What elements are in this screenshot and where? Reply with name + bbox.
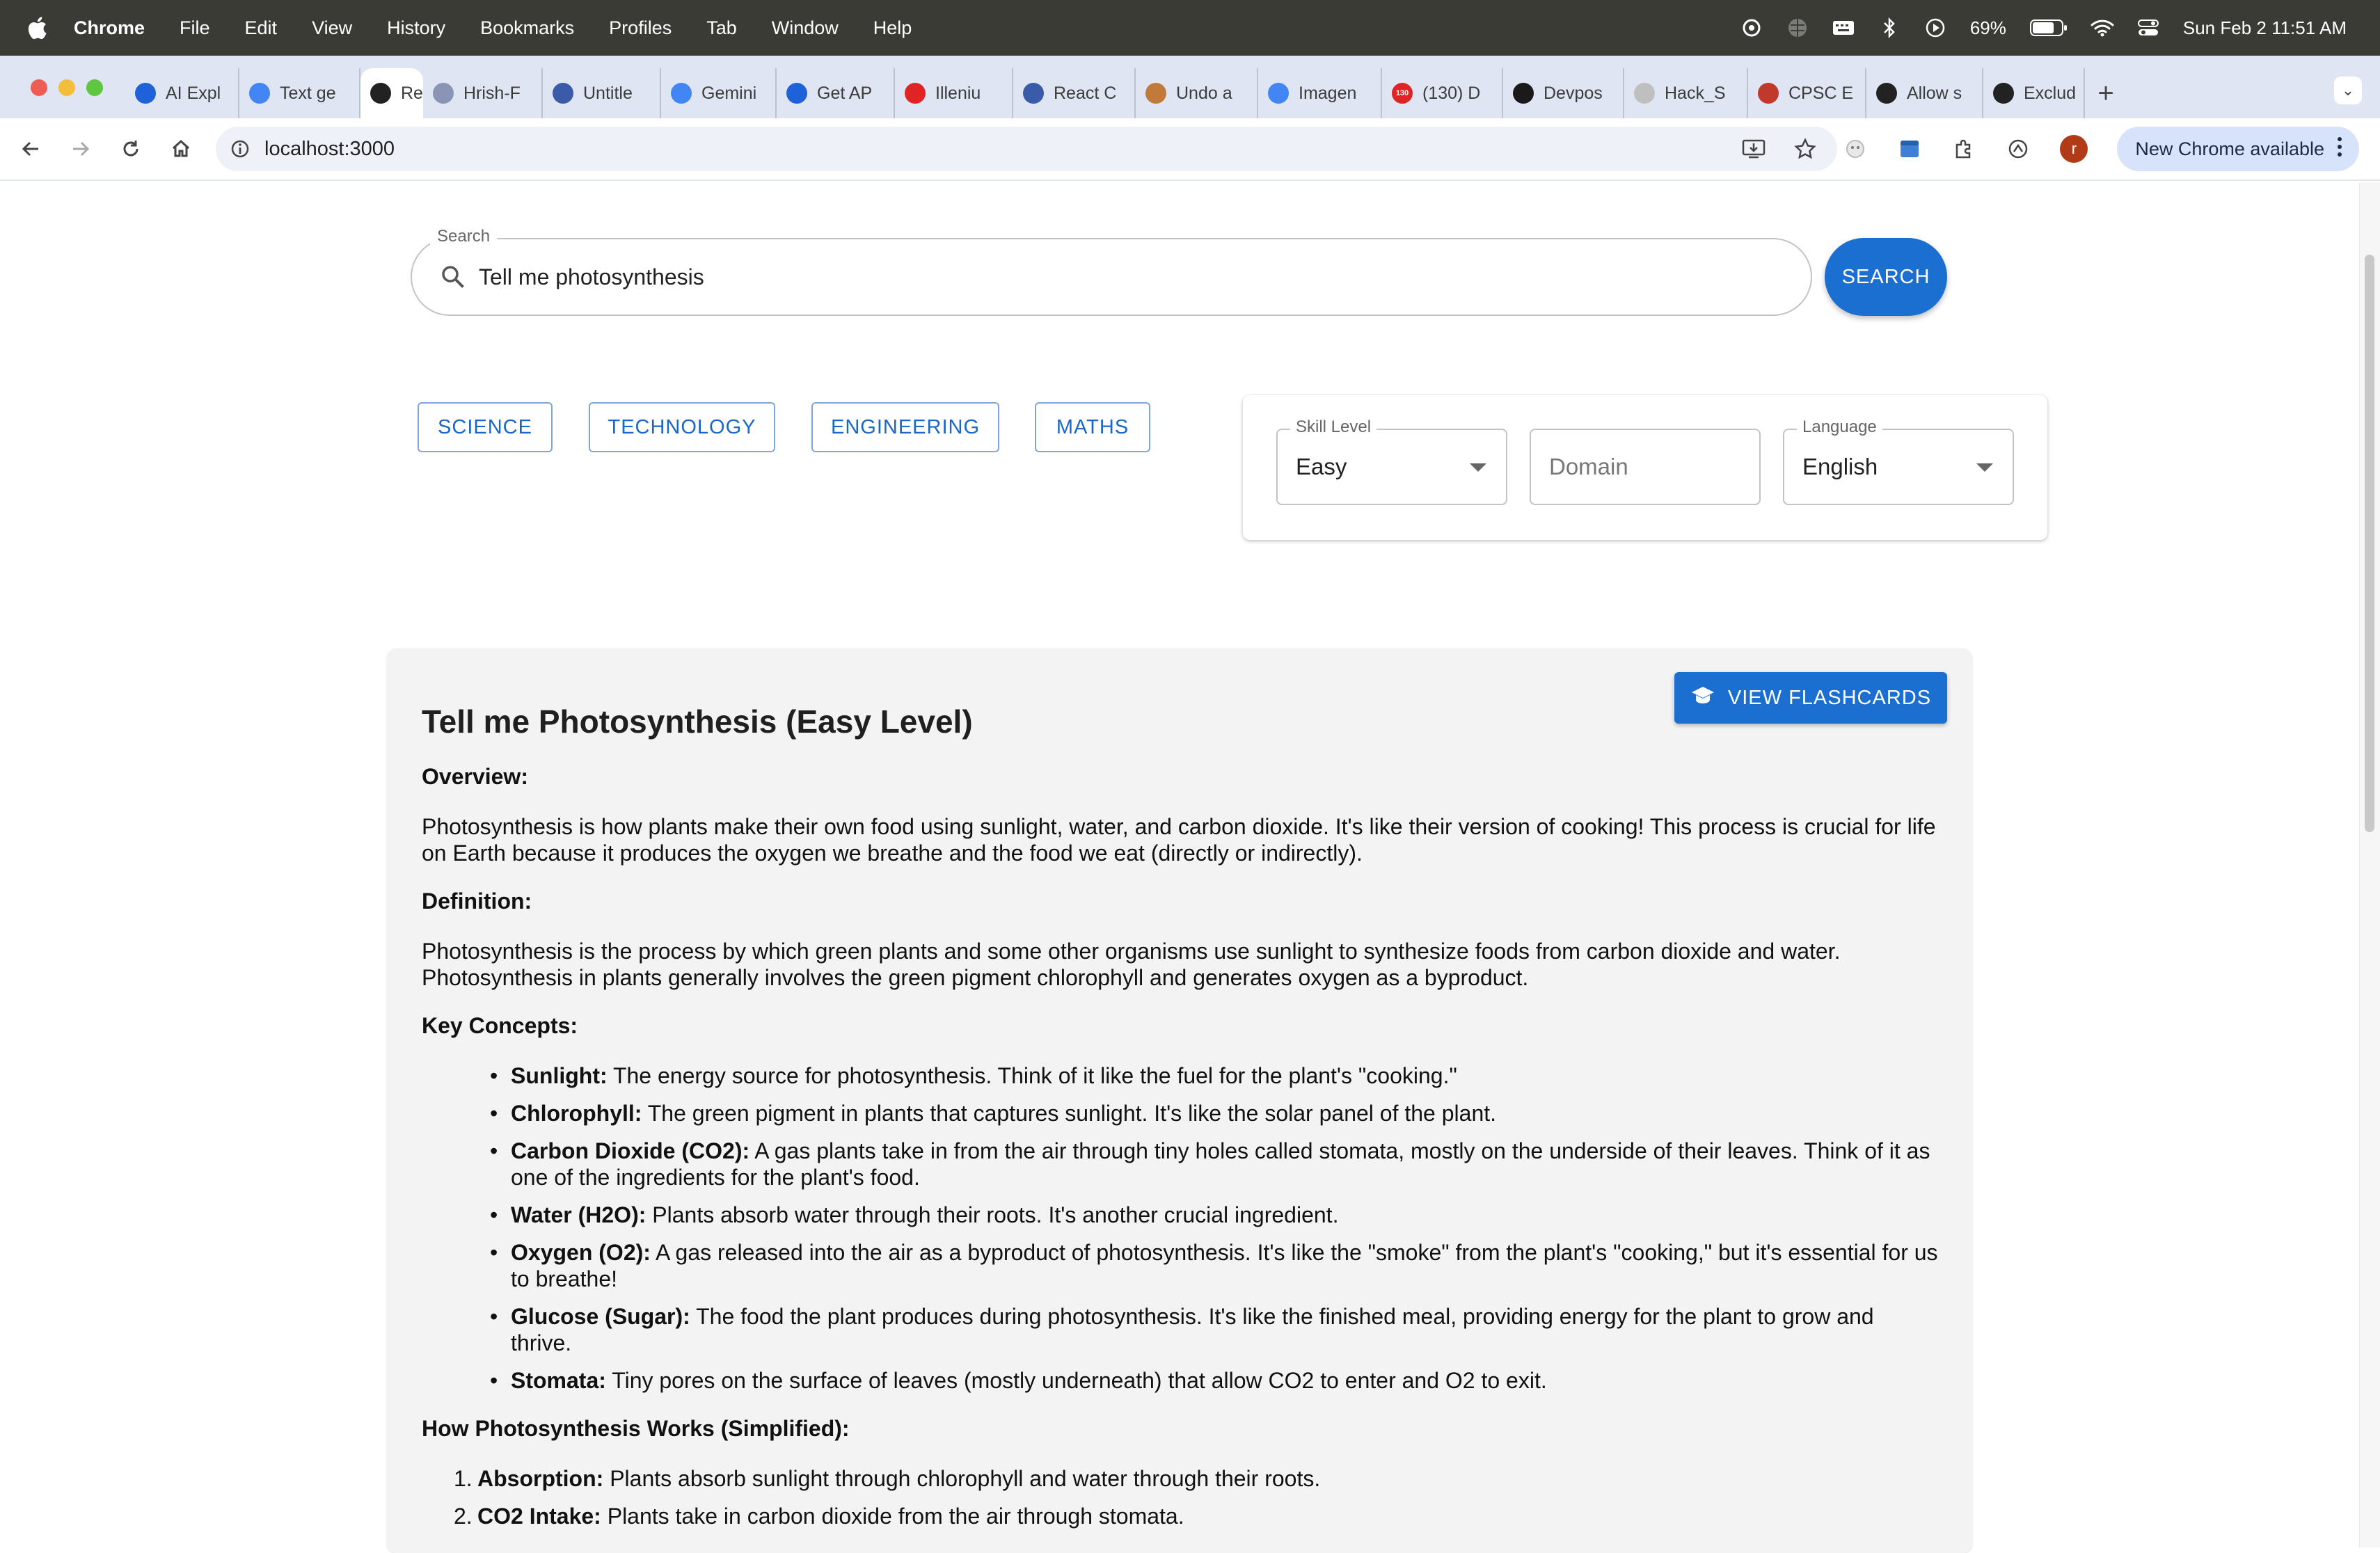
bookmark-star-icon[interactable]	[1793, 136, 1818, 161]
globe-icon	[1023, 83, 1044, 104]
search-legend: Search	[430, 227, 497, 246]
tab-6[interactable]	[777, 68, 895, 118]
address-bar[interactable]	[216, 127, 1837, 171]
tab-label: Untitle	[583, 83, 633, 103]
window-controls	[31, 79, 103, 96]
list-item	[454, 1503, 1939, 1529]
menu-file[interactable]: File	[180, 17, 210, 38]
dropdown-caret-icon	[1976, 463, 1993, 472]
tab-label: Gemini	[701, 83, 757, 103]
tab-label: Devpos	[1544, 83, 1603, 103]
concept-term: Carbon Dioxide (CO2):	[511, 1138, 750, 1163]
menu-app-name[interactable]: Chrome	[74, 17, 145, 38]
skill-level-label: Skill Level	[1290, 417, 1377, 437]
tab-10[interactable]	[1258, 68, 1382, 118]
forward-arrow-icon[interactable]	[56, 138, 106, 159]
profile-avatar[interactable]: r	[2060, 135, 2088, 163]
google-icon	[1268, 83, 1289, 104]
tab-label: Undo a	[1176, 83, 1232, 103]
concept-text: The food the plant produces during photosynthesis. It's like the finished meal, providing energy for the plant to grow and thrive.	[511, 1304, 1874, 1355]
concept-text: The green pigment in plants that captures sunlight. It's like the solar panel of the plant.	[642, 1101, 1497, 1126]
close-window-button[interactable]	[31, 79, 47, 96]
concept-text: A gas released into the air as a byproduct of photosynthesis. It's like the "smoke" from the plant's "cooking," but it's essential for us to breathe!	[511, 1240, 1938, 1291]
bluetooth-icon[interactable]	[1878, 17, 1901, 39]
tab-label: Get AP	[817, 83, 873, 103]
menu-tab[interactable]: Tab	[706, 17, 737, 38]
list-item	[454, 1465, 1939, 1492]
battery-percent: 69%	[1969, 17, 2006, 38]
keyboard-icon[interactable]	[1832, 17, 1855, 39]
chatgpt-icon[interactable]	[1740, 17, 1763, 39]
google-icon	[671, 83, 692, 104]
tab-16[interactable]	[1983, 68, 2085, 118]
youtube-badge-icon: 130	[1392, 83, 1413, 104]
butterfly-icon	[135, 83, 156, 104]
result-title: Tell me Photosynthesis (Easy Level)	[422, 703, 973, 740]
domain-placeholder: Domain	[1549, 454, 1628, 479]
filter-card	[1243, 395, 2047, 540]
menu-history[interactable]: History	[387, 17, 446, 38]
tab-5[interactable]	[661, 68, 777, 118]
tab-9[interactable]	[1136, 68, 1258, 118]
menu-edit[interactable]: Edit	[244, 17, 278, 38]
step-term: Absorption:	[477, 1466, 604, 1491]
key-concepts-list	[511, 1062, 1939, 1394]
domain-field[interactable]	[1530, 429, 1761, 505]
devpost-icon	[1513, 83, 1534, 104]
extensions-puzzle-icon[interactable]	[1951, 136, 1976, 161]
loading-icon	[433, 83, 454, 104]
step-text: Plants take in carbon dioxide from the air through stomata.	[601, 1504, 1184, 1529]
tab-7[interactable]	[895, 68, 1013, 118]
step-term: CO2 Intake:	[477, 1504, 601, 1529]
url-text[interactable]: localhost:3000	[264, 137, 395, 160]
view-flashcards-label: VIEW FLASHCARDS	[1727, 686, 1932, 709]
butterfly-icon	[786, 83, 807, 104]
globe-icon	[1145, 83, 1166, 104]
tab-label: (130) D	[1422, 83, 1481, 103]
language-label: Language	[1797, 417, 1882, 437]
vpn-globe-icon[interactable]	[1786, 17, 1809, 39]
tab-label: Allow s	[1907, 83, 1962, 103]
battery-icon[interactable]	[2030, 17, 2068, 39]
globe-icon	[553, 83, 573, 104]
tabs-list	[125, 68, 2127, 118]
search-icon	[412, 264, 479, 290]
tab-4[interactable]	[543, 68, 661, 118]
tab-label: CPSC E	[1788, 83, 1854, 103]
chrome-tab-strip	[0, 56, 2380, 118]
control-center-icon[interactable]	[2137, 17, 2159, 39]
category-science-button[interactable]: SCIENCE	[418, 402, 553, 452]
menu-profiles[interactable]: Profiles	[609, 17, 672, 38]
concept-term: Stomata:	[511, 1368, 606, 1393]
list-item	[511, 1202, 1939, 1228]
extension-ghost-icon[interactable]	[1843, 136, 1868, 161]
result-card	[387, 648, 1972, 1553]
list-item	[511, 1239, 1939, 1292]
concept-text: Tiny pores on the surface of leaves (mostly underneath) that allow CO2 to enter and O2 to exit.	[605, 1368, 1547, 1393]
tab-14[interactable]	[1748, 68, 1866, 118]
overview-heading: Overview:	[422, 764, 528, 789]
minimize-window-button[interactable]	[58, 79, 75, 96]
steps-list	[454, 1465, 1939, 1529]
kebab-menu-icon	[2337, 136, 2342, 162]
how-it-works-heading: How Photosynthesis Works (Simplified):	[422, 1416, 850, 1441]
menubar-clock[interactable]: Sun Feb 2 11:51 AM	[2182, 17, 2347, 38]
concept-term: Sunlight:	[511, 1063, 608, 1088]
tab-label: Exclud	[2024, 83, 2077, 103]
language-select[interactable]	[1783, 417, 2014, 505]
globe-icon	[1758, 83, 1779, 104]
category-maths-button[interactable]: MATHS	[1035, 402, 1150, 452]
skill-level-value: Easy	[1296, 454, 1347, 479]
key-concepts-heading: Key Concepts:	[422, 1013, 578, 1038]
wifi-icon[interactable]	[2091, 17, 2113, 39]
list-item	[511, 1303, 1939, 1356]
update-label: New Chrome available	[2135, 138, 2324, 159]
site-info-icon[interactable]	[216, 139, 264, 159]
concept-term: Glucose (Sugar):	[511, 1304, 690, 1329]
tab-3[interactable]	[423, 68, 543, 118]
category-engineering-button[interactable]: ENGINEERING	[811, 402, 999, 452]
concept-text: Plants absorb water through their roots. It's another crucial ingredient.	[646, 1202, 1339, 1227]
page-scrollbar[interactable]	[2359, 182, 2380, 1547]
tab-label: React C	[1054, 83, 1117, 103]
scrollbar-thumb[interactable]	[2365, 255, 2374, 832]
tab-2[interactable]	[360, 68, 423, 118]
apple-icon[interactable]	[0, 16, 74, 40]
reload-icon[interactable]	[106, 138, 156, 159]
install-app-icon[interactable]	[1741, 136, 1766, 161]
definition-text: Photosynthesis is the process by which green plants and some other organisms use sunlight to synthesize foods from carbon dioxide and water. Photosynthesis in plants generally involves the green pigment chlorophyll and generates oxygen as a byproduct.	[422, 939, 1841, 990]
category-technology-button[interactable]: TECHNOLOGY	[589, 402, 775, 452]
home-icon[interactable]	[156, 138, 206, 159]
extension-window-icon[interactable]	[1897, 136, 1922, 161]
github-icon	[1634, 83, 1655, 104]
menu-view[interactable]: View	[312, 17, 353, 38]
github-icon	[1993, 83, 2014, 104]
list-item	[511, 1062, 1939, 1089]
tab-1[interactable]	[239, 68, 360, 118]
google-icon	[249, 83, 270, 104]
search-input[interactable]	[479, 264, 1731, 290]
macos-menubar	[0, 0, 2380, 56]
performance-icon[interactable]	[2006, 136, 2031, 161]
menu-window[interactable]: Window	[771, 17, 839, 38]
concept-text: The energy source for photosynthesis. Think of it like the fuel for the plant's "cooking."	[607, 1063, 1457, 1088]
tab-13[interactable]	[1624, 68, 1748, 118]
tab-label: Hack_S	[1665, 83, 1726, 103]
list-item	[511, 1138, 1939, 1190]
github-icon	[1876, 83, 1897, 104]
list-item	[511, 1100, 1939, 1126]
definition-heading: Definition:	[422, 889, 532, 914]
skill-level-select[interactable]	[1276, 417, 1507, 505]
youtube-icon	[905, 83, 926, 104]
tab-11[interactable]	[1382, 68, 1503, 118]
concept-text: A gas plants take in from the air through tiny holes called stomata, mostly on the underside of their leaves. Think of it as one of the ingredients for the plant's food.	[511, 1138, 1930, 1190]
new-chrome-available-button[interactable]	[2117, 127, 2359, 171]
result-content	[422, 703, 1939, 1540]
back-arrow-icon[interactable]	[6, 138, 56, 159]
overview-text: Photosynthesis is how plants make their own food using sunlight, water, and carbon dioxide. It's like their version of cooking! This process is crucial for life on Earth because it produces the oxygen we breathe and the food we eat (directly or indirectly).	[422, 814, 1936, 866]
tab-label: Hrish-F	[463, 83, 521, 103]
tab-search-icon[interactable]: ⌄	[2334, 77, 2362, 104]
menu-help[interactable]: Help	[873, 17, 912, 38]
dropdown-caret-icon	[1470, 463, 1486, 472]
step-number: 2.	[454, 1504, 473, 1529]
new-tab-icon[interactable]: +	[2097, 77, 2114, 109]
page-viewport	[0, 182, 2380, 1547]
tab-label: Text ge	[280, 83, 336, 103]
tab-0[interactable]	[125, 68, 239, 118]
search-button[interactable]: SEARCH	[1825, 238, 1947, 316]
tab-label: Imagen	[1299, 83, 1357, 103]
tab-15[interactable]	[1866, 68, 1983, 118]
react-icon	[370, 83, 391, 104]
tab-8[interactable]	[1013, 68, 1136, 118]
search-field[interactable]	[411, 227, 1812, 316]
menu-bookmarks[interactable]: Bookmarks	[480, 17, 575, 38]
concept-term: Oxygen (O2):	[511, 1240, 651, 1265]
language-value: English	[1802, 454, 1878, 479]
tab-label: Re	[401, 83, 423, 103]
concept-term: Water (H2O):	[511, 1202, 646, 1227]
play-icon[interactable]	[1924, 17, 1946, 39]
step-text: Plants absorb sunlight through chlorophyll and water through their roots.	[603, 1466, 1321, 1491]
browser-toolbar	[0, 118, 2380, 181]
zoom-window-button[interactable]	[86, 79, 103, 96]
tab-12[interactable]	[1503, 68, 1624, 118]
list-item	[511, 1367, 1939, 1394]
step-number: 1.	[454, 1466, 473, 1491]
concept-term: Chlorophyll:	[511, 1101, 642, 1126]
tab-label: Illeniu	[935, 83, 981, 103]
tab-label: AI Expl	[166, 83, 221, 103]
